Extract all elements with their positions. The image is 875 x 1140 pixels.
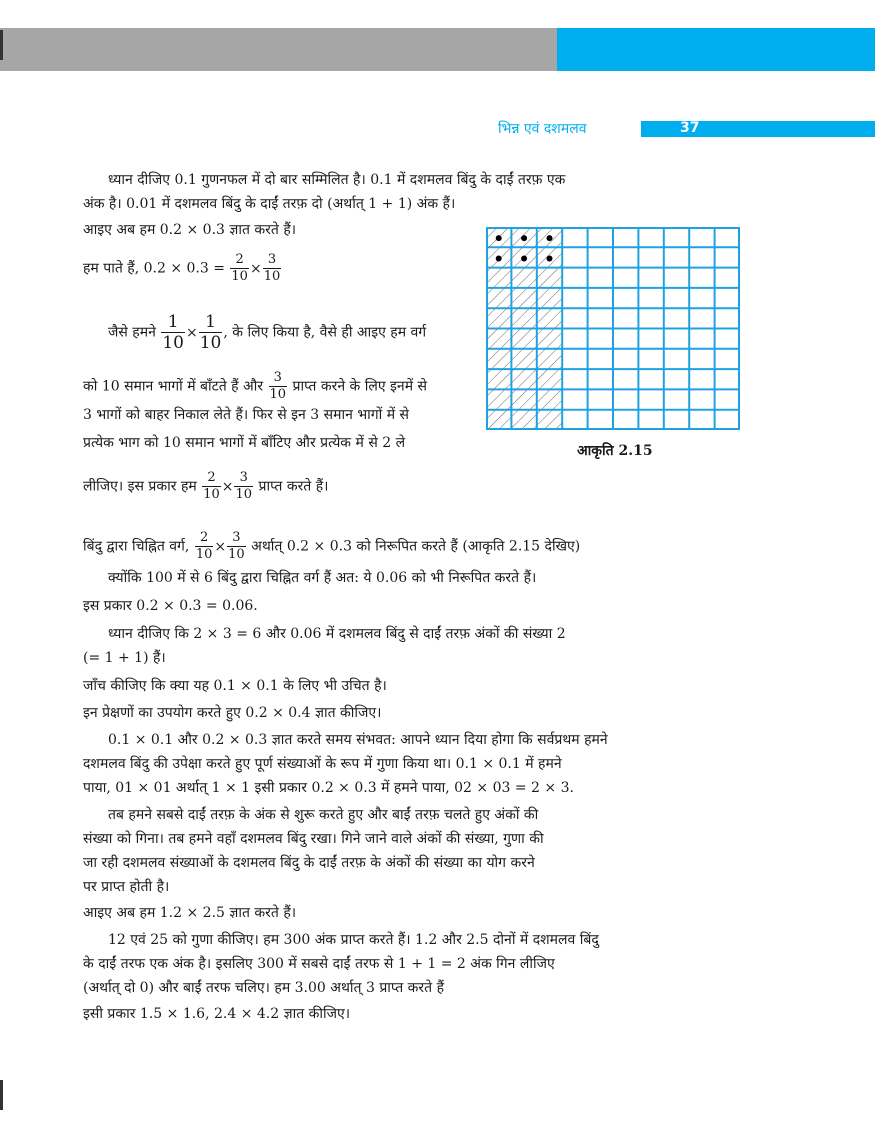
times-sign: × [249,260,262,277]
fraction-2-10: $\frac{2}{10}$ [203,470,220,502]
page-number: 37 [680,120,700,136]
p3-text: हम पाते हैं, 0.2 × 0.3 = [83,260,225,277]
fraction-3-10: $\frac{3}{10}$ [269,370,287,402]
paragraph-6: 3 भागों को बाहर निकाल लेते हैं। फिर से इन 3 समान भागों में से [83,407,410,423]
dot-marker [521,255,527,261]
paragraph-4 [108,312,426,353]
paragraph-18-line-1: 12 एवं 25 को गुणा कीजिए। हम 300 अंक प्राप्त करते हैं। 1.2 और 2.5 दोनों में दशमलव बिंदु [108,932,599,948]
fraction-1-10: $\frac{1}{10}$ [199,312,222,353]
dot-marker [547,255,553,261]
fraction-3-10: $\frac{3}{10}$ [235,470,253,502]
paragraph-18-line-2: के दाईं तरफ एक अंक है। इसलिए 300 में सबसे दाईं तरफ से 1 + 1 = 2 अंक गिन लीजिए [83,956,555,972]
paragraph-16-line-4: पर प्राप्त होती है। [83,879,170,895]
paragraph-18-line-3: (अर्थात् दो 0) और बाईं तरफ चलिए। हम 3.00 अर्थात् 3 प्राप्त करते हैं [83,980,444,996]
paragraph-1-line-2: अंक है। 0.01 में दशमलव बिंदु के दाईं तरफ़ दो (अर्थात् 1 + 1) अंक हैं। [83,196,456,212]
p8-suffix: प्राप्त करते हैं। [258,478,329,495]
fraction-2-10: $\frac{2}{10}$ [195,530,213,562]
paragraph-1-line-1: ध्यान दीजिए 0.1 गुणनफल में दो बार सम्मिलित है। 0.1 में दशमलव बिंदु के दाईं तरफ़ एक [108,172,566,188]
paragraph-16-line-3: जा रही दशमलव संख्याओं के दशमलव बिंदु के दाईं तरफ़ के अंकों की संख्या का योग करने [83,855,535,871]
p5-suffix: प्राप्त करने के लिए इनमें से [292,378,427,395]
p4-suffix: , के लिए किया है, वैसे ही आइए हम वर्ग [223,324,427,341]
crop-mark-bottom [0,1080,3,1110]
crop-mark-top [0,30,3,60]
fraction-3-10: $\frac{3}{10}$ [263,252,281,284]
dot-marker [547,235,553,241]
paragraph-15-line-1: 0.1 × 0.1 और 0.2 × 0.3 ज्ञात करते समय संभवत: आपने ध्यान दिया होगा कि सर्वप्रथम हमने [108,732,608,748]
figure-grid-10x10 [486,227,740,430]
p9-prefix: बिंदु द्वारा चिह्नित वर्ग, [83,538,190,555]
times-sign: × [221,478,234,495]
page-number-box [641,121,875,137]
paragraph-15-line-3: पाया, 01 × 01 अर्थात् 1 × 1 इसी प्रकार 0.2 × 0.3 में हमने पाया, 02 × 03 = 2 × 3. [83,780,574,796]
paragraph-12-line-1: ध्यान दीजिए कि 2 × 3 = 6 और 0.06 में दशमलव बिंदु से दाईं तरफ़ अंकों की संख्या 2 [108,626,566,642]
header-blue-bar [557,28,875,71]
paragraph-11: इस प्रकार 0.2 × 0.3 = 0.06. [83,598,258,614]
paragraph-17: आइए अब हम 1.2 × 2.5 ज्ञात करते हैं। [83,905,297,921]
fraction-1-10: $\frac{1}{10}$ [162,312,184,353]
p8-prefix: लीजिए। इस प्रकार हम [83,478,197,495]
dot-marker [496,255,502,261]
paragraph-15-line-2: दशमलव बिंदु की उपेक्षा करते हुए पूर्ण संख्याओं के रूप में गुणा किया था। 0.1 × 0.1 में हमने [83,756,562,772]
paragraph-19: इसी प्रकार 1.5 × 1.6, 2.4 × 4.2 ज्ञात कीजिए। [83,1006,351,1022]
paragraph-14: इन प्रेक्षणों का उपयोग करते हुए 0.2 × 0.4 ज्ञात कीजिए। [83,705,382,721]
times-sign: × [185,324,198,341]
figure-caption: आकृति 2.15 [577,443,653,459]
paragraph-5 [83,370,427,403]
dot-marker [496,235,502,241]
fraction-3-10: $\frac{3}{10}$ [228,530,245,562]
paragraph-9 [83,530,580,563]
paragraph-16-line-1: तब हमने सबसे दाईं तरफ़ के अंक से शुरू करते हुए और बाईं तरफ़ चलते हुए अंकों की [108,807,539,823]
paragraph-7: प्रत्येक भाग को 10 समान भागों में बाँटिए और प्रत्येक में से 2 ले [83,435,406,451]
paragraph-2: आइए अब हम 0.2 × 0.3 ज्ञात करते हैं। [83,222,297,238]
header-gray-bar [0,28,557,71]
grid-svg [486,227,740,430]
running-title: भिन्न एवं दशमलव [498,121,587,137]
fraction-2-10: $\frac{2}{10}$ [231,252,248,284]
paragraph-10: क्योंकि 100 में से 6 बिंदु द्वारा चिह्नित वर्ग हैं अत: ये 0.06 को भी निरूपित करते हैं। [108,570,537,586]
p9-suffix: अर्थात् 0.2 × 0.3 को निरूपित करते हैं (आकृति 2.15 देखिए) [251,538,581,555]
paragraph-8 [83,470,328,503]
paragraph-16-line-2: संख्या को गिना। तब हमने वहाँ दशमलव बिंदु रखा। गिने जाने वाले अंकों की संख्या, गुणा की [83,831,544,847]
paragraph-3 [83,252,282,285]
p5-prefix: को 10 समान भागों में बाँटते हैं और [83,378,264,395]
p4-prefix: जैसे हमने [108,324,156,341]
times-sign: × [214,538,227,555]
paragraph-12-line-2: (= 1 + 1) हैं। [83,650,166,666]
paragraph-13: जाँच कीजिए कि क्या यह 0.1 × 0.1 के लिए भी उचित है। [83,678,387,694]
dot-marker [521,235,527,241]
